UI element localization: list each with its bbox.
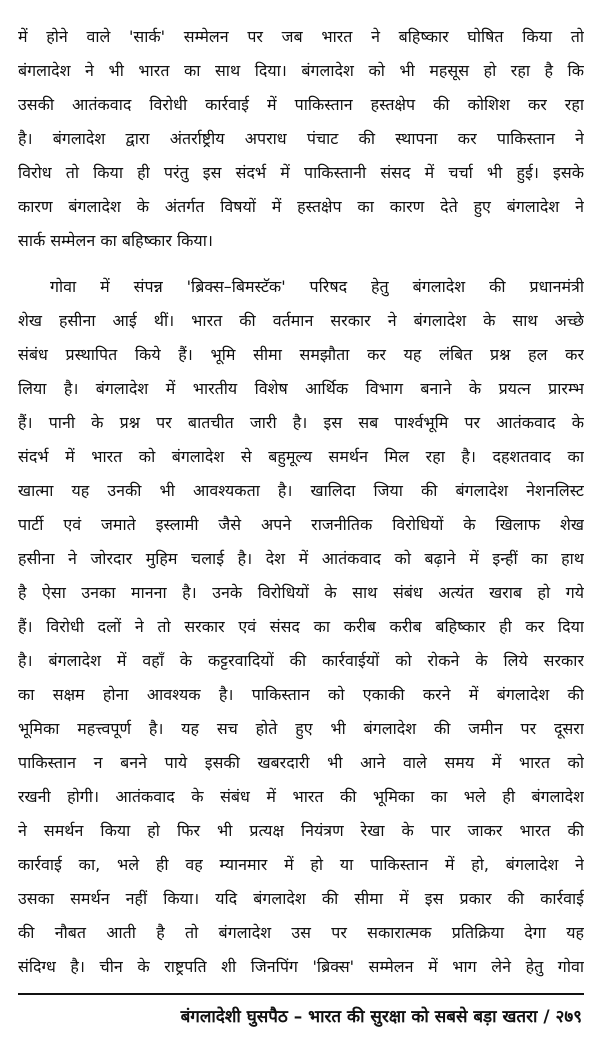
text-line: संदिग्ध है। चीन के राष्ट्रपति शी जिनपिंग 'ब्रिक्स' सम्मेलन में भाग लेने हेतु गोवा bbox=[18, 957, 584, 976]
footer-divider bbox=[18, 993, 584, 995]
text-line: गोवा में संपन्न 'ब्रिक्स–बिमस्टॅक' परिषद हेतु बंगलादेश की प्रधानमंत्री bbox=[50, 277, 584, 296]
paragraph-gap bbox=[18, 258, 584, 270]
text-line: कार्रवाई का, भले ही वह म्यानमार में हो या पाकिस्तान में हो, बंगलादेश ने bbox=[18, 855, 584, 874]
text-line: में होने वाले 'सार्क' सम्मेलन पर जब भारत ने बहिष्कार घोषित किया तो bbox=[18, 27, 584, 46]
text-line: हैं। पानी के प्रश्न पर बातचीत जारी है। इस सब पार्श्वभूमि पर आतंकवाद के bbox=[18, 413, 584, 432]
text-line: कारण बंगलादेश के अंतर्गत विषयों में हस्तक्षेप का कारण देते हुए बंगलादेश ने bbox=[18, 197, 584, 216]
text-line: ने समर्थन किया हो फिर भी प्रत्यक्ष नियंत्रण रेखा के पार जाकर भारत की bbox=[18, 821, 584, 840]
text-line: है। बंगलादेश द्वारा अंतर्राष्ट्रीय अपराध पंचाट की स्थापना कर पाकिस्तान ने bbox=[18, 129, 584, 148]
text-line: की नौबत आती है तो बंगलादेश उस पर सकारात्मक प्रतिक्रिया देगा यह bbox=[18, 923, 584, 942]
text-line: सार्क सम्मेलन का बहिष्कार किया। bbox=[18, 231, 213, 250]
text-line: पाकिस्तान न बनने पाये इसकी खबरदारी भी आने वाले समय में भारत को bbox=[18, 753, 584, 772]
running-footer: बंगलादेशी घुसपैठ – भारत की सुरक्षा को सबसे बड़ा खतरा / २७९ bbox=[180, 1007, 582, 1027]
text-line: हसीना ने जोरदार मुहिम चलाई है। देश में आतंकवाद को बढ़ाने में इन्हीं का हाथ bbox=[18, 549, 584, 568]
text-line: विरोध तो किया ही परंतु इस संदर्भ में पाकिस्तानी संसद में चर्चा भी हुई। इसके bbox=[18, 163, 584, 182]
text-line: भूमिका महत्त्वपूर्ण है। यह सच होते हुए भी बंगलादेश की जमीन पर दूसरा bbox=[18, 719, 584, 738]
text-line: रखनी होगी। आतंकवाद के संबंध में भारत की भूमिका का भले ही बंगलादेश bbox=[18, 787, 584, 806]
body-text bbox=[18, 20, 584, 984]
text-line: का सक्षम होना आवश्यक है। पाकिस्तान को एकाकी करने में बंगलादेश की bbox=[18, 685, 584, 704]
text-line: शेख हसीना आई थीं। भारत की वर्तमान सरकार ने बंगलादेश के साथ अच्छे bbox=[18, 311, 584, 330]
text-line: खात्मा यह उनकी भी आवश्यकता है। खालिदा जिया की बंगलादेश नेशनलिस्ट bbox=[18, 481, 584, 500]
text-line: हैं। विरोधी दलों ने तो सरकार एवं संसद का करीब करीब बहिष्कार ही कर दिया bbox=[18, 617, 584, 636]
text-line: उसकी आतंकवाद विरोधी कार्रवाई में पाकिस्तान हस्तक्षेप की कोशिश कर रहा bbox=[18, 95, 584, 114]
text-line: है ऐसा उनका मानना है। उनके विरोधियों के साथ संबंध अत्यंत खराब हो गये bbox=[18, 583, 584, 602]
paragraph-2 bbox=[18, 270, 584, 984]
text-line: है। बंगलादेश में वहाँ के कट्टरवादियों की कार्रवाईयों को रोकने के लिये सरकार bbox=[18, 651, 584, 670]
paragraph-1 bbox=[18, 20, 584, 258]
text-line: उसका समर्थन नहीं किया। यदि बंगलादेश की सीमा में इस प्रकार की कार्रवाई bbox=[18, 889, 584, 908]
text-line: पार्टी एवं जमाते इस्लामी जैसे अपने राजनीतिक विरोधियों के खिलाफ शेख bbox=[18, 515, 584, 534]
text-line: लिया है। बंगलादेश में भारतीय विशेष आर्थिक विभाग बनाने के प्रयत्न प्रारम्भ bbox=[18, 379, 584, 398]
text-line: संदर्भ में भारत को बंगलादेश से बहुमूल्य समर्थन मिल रहा है। दहशतवाद का bbox=[18, 447, 584, 466]
text-line: संबंध प्रस्थापित किये हैं। भूमि सीमा समझौता कर यह लंबित प्रश्न हल कर bbox=[18, 345, 584, 364]
text-line: बंगलादेश ने भी भारत का साथ दिया। बंगलादेश को भी महसूस हो रहा है कि bbox=[18, 61, 584, 80]
